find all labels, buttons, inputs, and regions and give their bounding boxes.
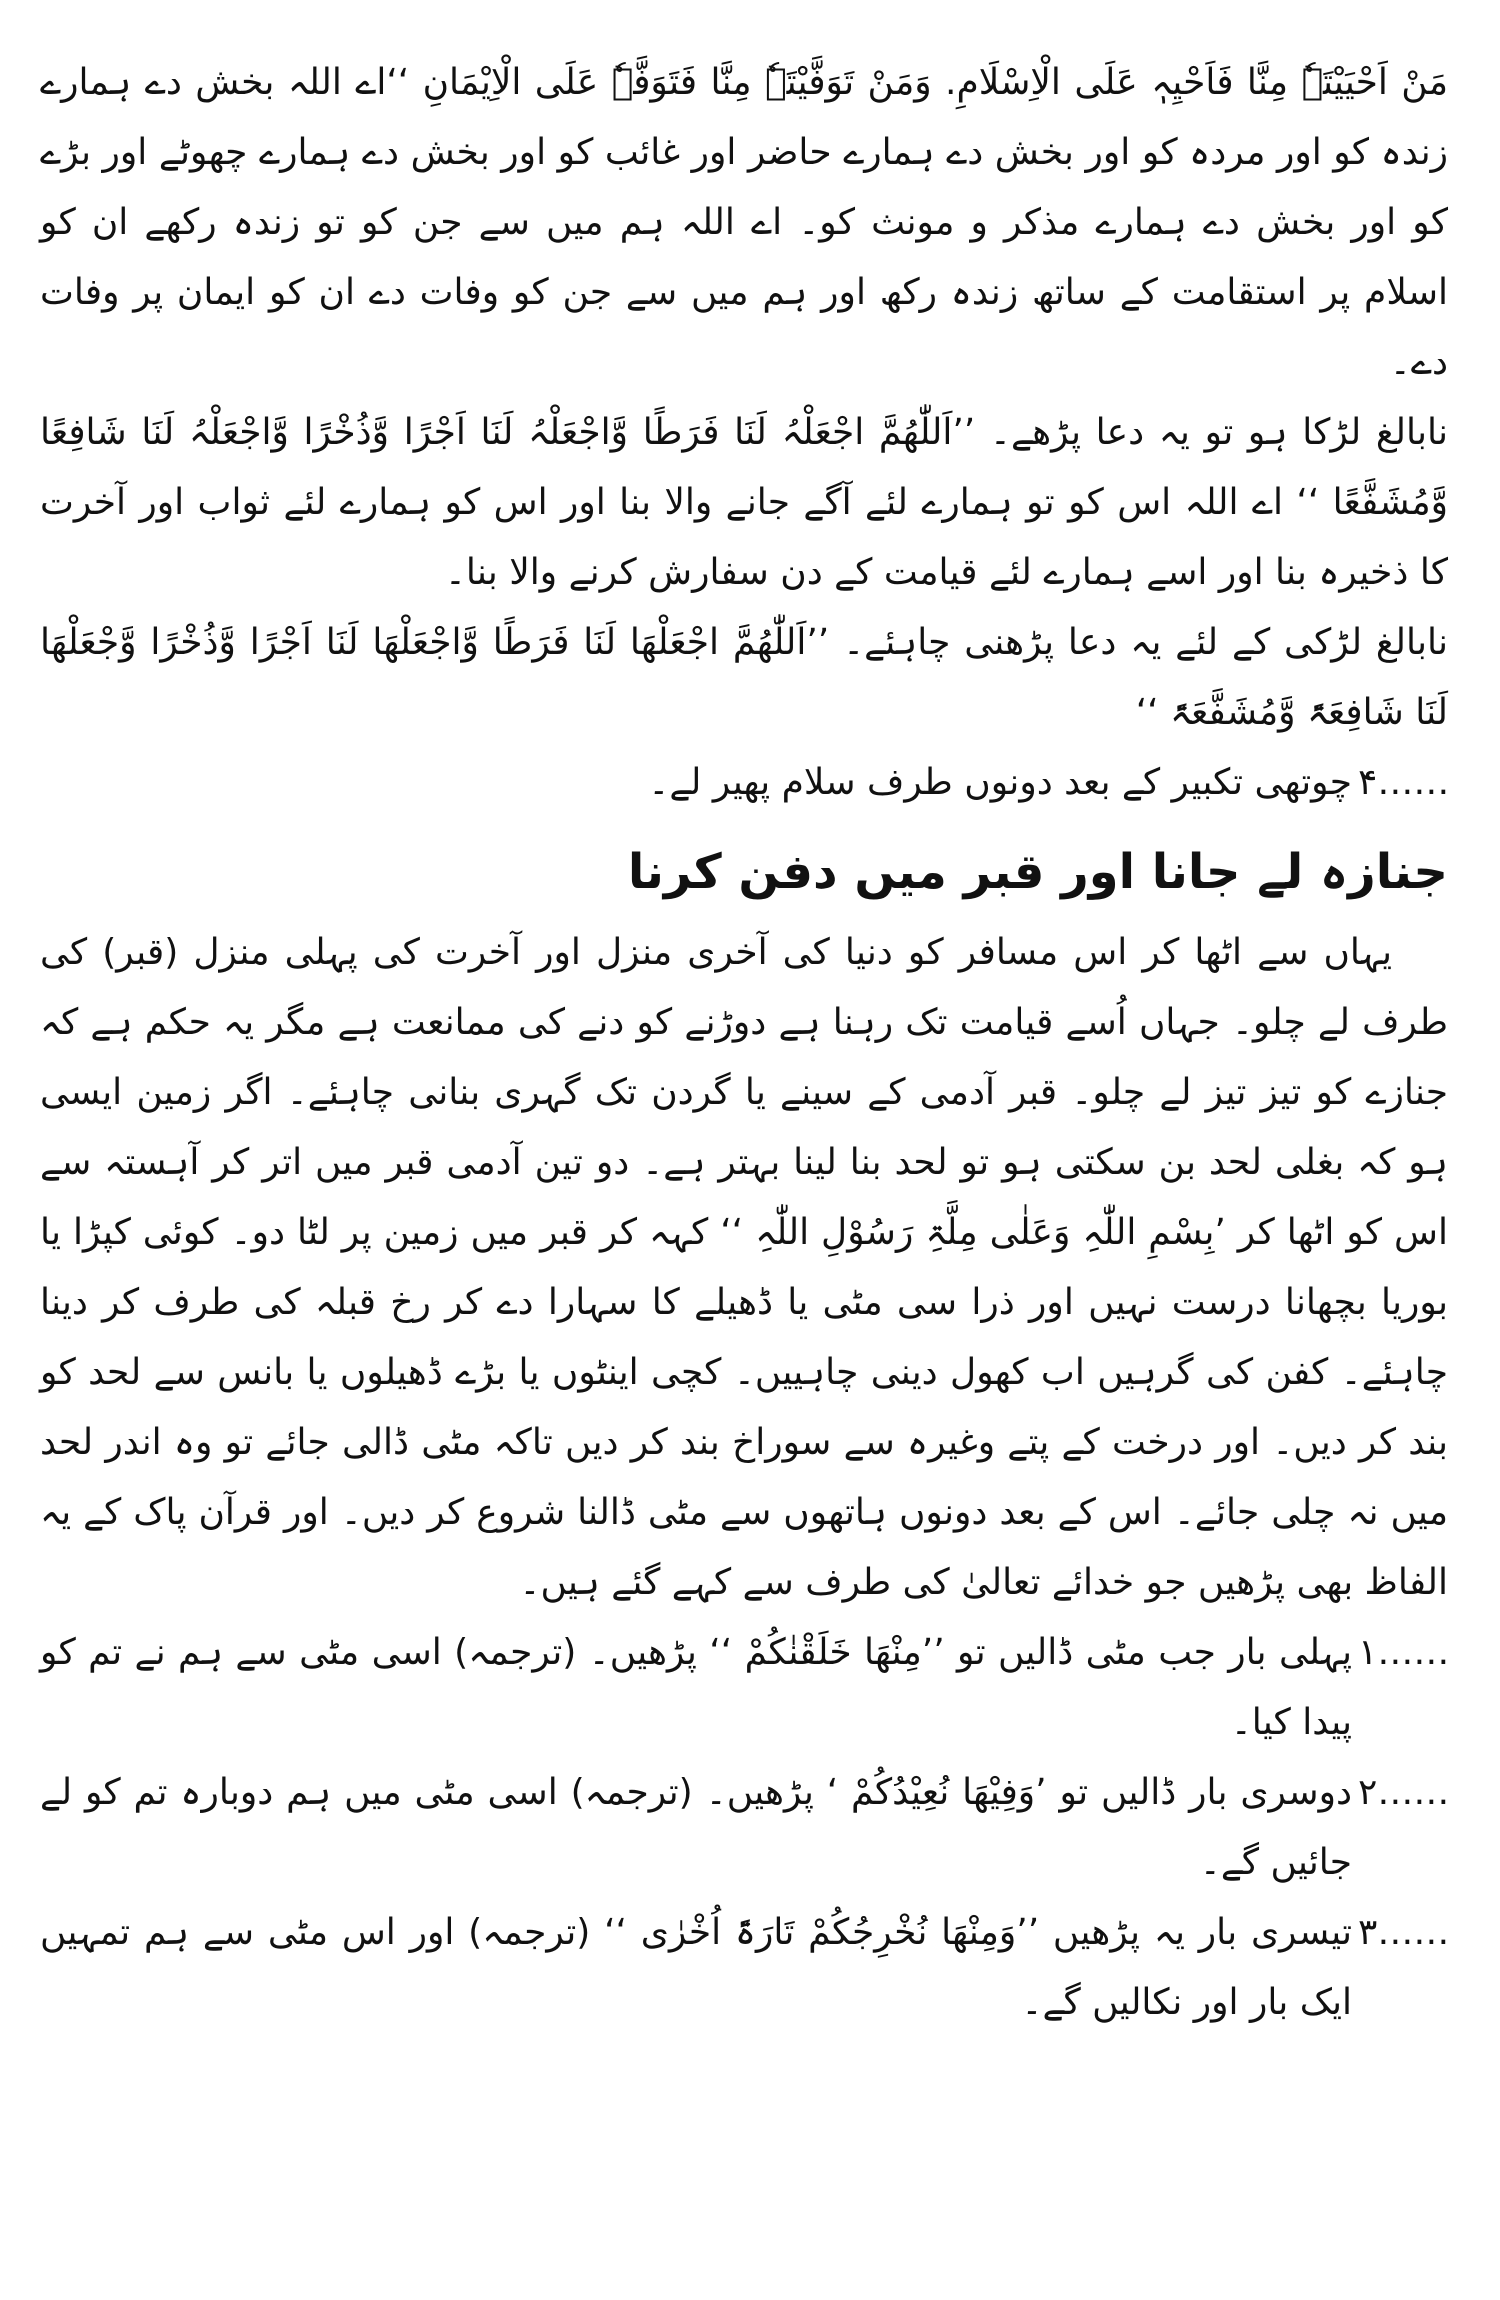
list-number: ۴…… (1358, 762, 1450, 803)
list-item (40, 1618, 1448, 1758)
list-number: ۱…… (1358, 1632, 1450, 1673)
list-text: تیسری بار یہ پڑھیں ’’وَمِنْھَا نُخْرِجُکُمْ تَارَۃً اُخْرٰی ‘‘ (ترجمہ) اور اس مٹی سے ہم تمہیں ایک بار اور نکالیں گے۔ (40, 1912, 1352, 2023)
list-text: دوسری بار ڈالیں تو ’وَفِیْھَا نُعِیْدُکُمْ ‘ پڑھیں۔ (ترجمہ) اسی مٹی میں ہم دوبارہ تم کو لے جائیں گے۔ (40, 1772, 1352, 1883)
dua-paragraph: مَنْ اَحْیَیْتَہٗ مِنَّا فَاَحْیِہٖ عَلَی الْاِسْلَامِ. وَمَنْ تَوَفَّیْتَہٗ مِنَّا فَتَوَفَّہٗ عَلَی الْاِیْمَانِ ‘‘اے اللہ بخش دے ہمارے زندہ کو اور مردہ کو اور بخش دے ہمارے حاضر اور غائب کو اور بخش دے ہمارے چھوٹے اور بڑے کو اور بخش دے ہمارے مذکر و مونث کو۔ اے اللہ ہم میں سے جن کو تو زندہ رکھے ان کو اسلام پر استقامت کے ساتھ زندہ رکھ اور ہم میں سے جن کو وفات دے ان کو ایمان پر وفات دے۔ (40, 62, 1448, 383)
list-item-4 (40, 748, 1448, 818)
dua-boy-paragraph: نابالغ لڑکا ہو تو یہ دعا پڑھے۔ ’’اَللّٰھُمَّ اجْعَلْہُ لَنَا فَرَطًا وَّاجْعَلْہُ لَنَا اَجْرًا وَّذُخْرًا وَّاجْعَلْہُ لَنَا شَافِعًا وَّمُشَفَّعًا ‘‘ اے اللہ اس کو تو ہمارے لئے آگے جانے والا بنا اور اس کو ہمارے لئے ثواب اور آخرت کا ذخیرہ بنا اور اسے ہمارے لئے قیامت کے دن سفارش کرنے والا بنا۔ (40, 412, 1448, 593)
list-item (40, 1758, 1448, 1898)
list-text: پہلی بار جب مٹی ڈالیں تو ’’مِنْھَا خَلَقْنٰکُمْ ‘‘ پڑھیں۔ (ترجمہ) اسی مٹی سے ہم نے تم کو پیدا کیا۔ (40, 1632, 1352, 1743)
body-paragraph: یہاں سے اٹھا کر اس مسافر کو دنیا کی آخری منزل اور آخرت کی پہلی منزل (قبر) کی طرف لے چلو۔ جہاں اُسے قیامت تک رہنا ہے دوڑنے کو دنے کی ممانعت ہے مگر یہ حکم ہے کہ جنازے کو تیز تیز لے چلو۔ قبر آدمی کے سینے یا گردن تک گہری بنانی چاہئے۔ اگر زمین ایسی ہو کہ بغلی لحد بن سکتی ہو تو لحد بنا لینا بہتر ہے۔ دو تین آدمی قبر میں اتر کر آہستہ سے اس کو اٹھا کر ’بِسْمِ اللّٰہِ وَعَلٰی مِلَّۃِ رَسُوْلِ اللّٰہِ ‘‘ کہہ کر قبر میں زمین پر لٹا دو۔ کوئی کپڑا یا بوریا بچھانا درست نہیں اور ذرا سی مٹی یا ڈھیلے کا سہارا دے کر رخ قبلہ کی طرف کر دینا چاہئے۔ کفن کی گرہیں اب کھول دینی چاہییں۔ کچی اینٹوں یا بڑے ڈھیلوں یا بانس سے لحد کو بند کر دیں۔ اور درخت کے پتے وغیرہ سے سوراخ بند کر دیں تاکہ مٹی ڈالی جائے تو وہ اندر لحد میں نہ چلی جائے۔ اس کے بعد دونوں ہاتھوں سے مٹی ڈالنا شروع کر دیں۔ اور قرآن پاک کے یہ الفاظ بھی پڑھیں جو خدائے تعالیٰ کی طرف سے کہے گئے ہیں۔ (40, 932, 1449, 1603)
list-item (40, 1898, 1448, 2038)
dua-girl-paragraph: نابالغ لڑکی کے لئے یہ دعا پڑھنی چاہئے۔ ’’اَللّٰھُمَّ اجْعَلْھَا لَنَا فَرَطًا وَّاجْعَلْھَا لَنَا اَجْرًا وَّذُخْرًا وَّجْعَلْھَا لَنَا شَافِعَۃً وَّمُشَفَّعَۃً ‘‘ (40, 622, 1448, 733)
list-number: ۳…… (1358, 1912, 1450, 1953)
list-number: ۲…… (1358, 1772, 1450, 1813)
list-text: چوتھی تکبیر کے بعد دونوں طرف سلام پھیر لے۔ (648, 762, 1352, 803)
section-heading: جنازہ لے جانا اور قبر میں دفن کرنا (627, 844, 1448, 900)
